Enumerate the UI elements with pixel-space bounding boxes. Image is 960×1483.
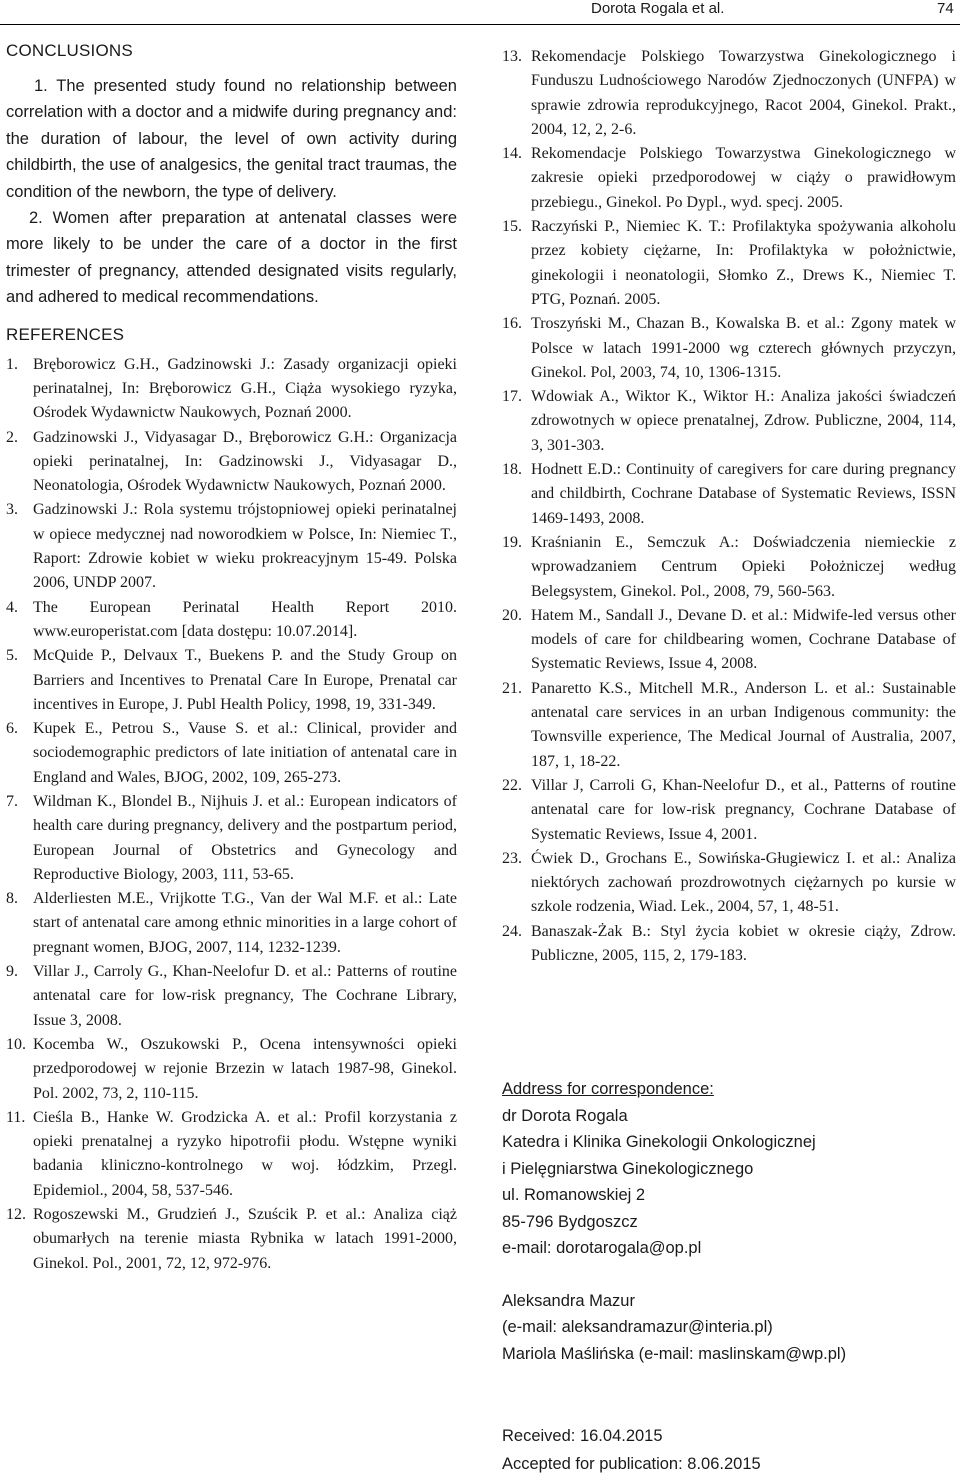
reference-item — [502, 215, 956, 312]
reference-list-right — [502, 45, 956, 968]
coauthor-2: Mariola Maślińska (e-mail: maslinskam@wp.pl) — [502, 1344, 847, 1363]
reference-item — [6, 887, 457, 960]
reference-text: Gadzinowski J.: Rola systemu trójstopniowej opieki perinatalnej w opiece medycznej nad noworodkiem w Polsce, In: Niemiec T., Raport: Zdrowie kobiet w wieku prokreacyjnym 15-49. Polska 2006, UNDP 2007. — [33, 501, 457, 592]
reference-number: 8. — [6, 890, 18, 908]
reference-item — [6, 717, 457, 790]
correspondence-city: 85-796 Bydgoszcz — [502, 1212, 638, 1231]
running-author: Dorota Rogala et al. — [591, 0, 725, 17]
reference-text: Villar J, Carroli G, Khan-Neelofur D., et al., Patterns of routine antenatal care for low-risk pregnancy, Cochrane Database of Systematic Reviews, Issue 4, 2001. — [531, 776, 956, 843]
reference-text: Kraśnianin E., Semczuk A.: Doświadczenia niemieckie z wprowadzaniem Centrum Opieki Położniczej według Belegsystem, Ginekol. Pol., 2008, 79, 560-563. — [531, 533, 956, 600]
reference-item — [502, 45, 956, 142]
conclusion-paragraph-1: 1. The presented study found no relationship between correlation with a doctor and a midwife during pregnancy and: the duration of labour, the level of own activity during childbirth, the use of analgesics, the genital tract traumas, the condition of the newborn, the type of delivery. — [6, 77, 457, 201]
reference-number: 14. — [502, 145, 522, 163]
references-heading: REFERENCES — [6, 324, 125, 344]
reference-text: Rekomendacje Polskiego Towarzystwa Ginekologicznego w zakresie opieki przedporodowej w ciąży o prawidłowym przebiegu., Ginekol. Po Dypl., wyd. specj. 2005. — [531, 145, 956, 211]
reference-item — [6, 498, 457, 595]
reference-number: 20. — [502, 606, 522, 624]
right-column — [502, 38, 956, 968]
reference-text: Kocemba W., Oszukowski P., Ocena intensywności opieki przedporodowej w rejonie Brzezin w latach 1987-98, Ginekol. Pol. 2002, 73, 2, 110-115. — [33, 1035, 457, 1102]
reference-text: Kupek E., Petrou S., Vause S. et al.: Clinical, provider and sociodemographic predictors of late initiation of antenatal care in England and Wales, BJOG, 2002, 109, 265-273. — [33, 720, 457, 786]
reference-text: Wdowiak A., Wiktor K., Wiktor H.: Analiza jakości świadczeń zdrowotnych w opiece prenatalnej, Zdrow. Publiczne, 2004, 114, 3, 301-303. — [531, 388, 956, 454]
correspondence-street: ul. Romanowskiej 2 — [502, 1186, 646, 1204]
reference-item — [6, 644, 457, 717]
reference-item — [502, 312, 956, 385]
reference-number: 6. — [6, 720, 18, 738]
reference-text: Wildman K., Blondel B., Nijhuis J. et al.: European indicators of health care during pregnancy, delivery and the postpartum period, European Journal of Obstetrics and Gynecology and Reproductive Biology, 2003, 111, 53-65. — [33, 793, 457, 883]
reference-item — [6, 790, 457, 887]
reference-item — [502, 531, 956, 604]
reference-number: 19. — [502, 533, 522, 551]
reference-text: Ćwiek D., Grochans E., Sowińska-Gługiewicz I. et al.: Analiza niektórych zachowań prozdrowotnych ciężarnych po kursie w szkole rodzenia, Wiad. Lek., 2004, 57, 1, 48-51. — [531, 849, 956, 916]
conclusions-heading: CONCLUSIONS — [6, 41, 133, 60]
reference-number: 21. — [502, 679, 522, 697]
left-column — [6, 34, 457, 1276]
reference-number: 2. — [6, 428, 18, 446]
reference-text: Alderliesten M.E., Vrijkotte T.G., Van der Wal M.F. et al.: Late start of antenatal care among ethnic minorities in a large cohort of pregnant women, BJOG, 2007, 114, 1232-1239. — [33, 890, 457, 956]
reference-list-left — [6, 353, 457, 1276]
reference-number: 23. — [502, 849, 522, 867]
reference-item — [502, 385, 956, 458]
reference-text: Rogoszewski M., Grudzień J., Szuścik P. et al.: Analiza ciąż obumarłych na terenie miasta Rybnika w latach 1991-2000, Ginekol. Pol., 2001, 72, 12, 972-976. — [33, 1206, 457, 1272]
correspondence-department-line-2: i Pielęgniarstwa Ginekologicznego — [502, 1159, 754, 1178]
reference-text: Hatem M., Sandall J., Devane D. et al.: Midwife-led versus other models of care for childbearing women, Cochrane Database of Systematic Reviews, Issue 4, 2008. — [531, 606, 956, 673]
reference-item — [6, 1033, 457, 1106]
reference-number: 4. — [6, 598, 18, 616]
reference-item — [6, 1203, 457, 1276]
correspondence-block — [502, 1076, 942, 1367]
reference-number: 13. — [502, 48, 522, 65]
spacer — [502, 1262, 942, 1288]
reference-item — [502, 142, 956, 215]
reference-item — [502, 920, 956, 969]
correspondence-label: Address for correspondence: — [502, 1080, 714, 1098]
reference-number: 3. — [6, 501, 18, 519]
coauthor-1-name: Aleksandra Mazur — [502, 1291, 635, 1310]
reference-number: 10. — [6, 1035, 26, 1053]
accepted-date: Accepted for publication: 8.06.2015 — [502, 1455, 761, 1473]
reference-item — [6, 1106, 457, 1203]
reference-item — [6, 596, 457, 645]
reference-text: Rekomendacje Polskiego Towarzystwa Ginekologicznego i Funduszu Ludnościowego Narodów Zjednoczonych (UNFPA) w sprawie zdrowia reprodukcyjnego, Racot 2004, Ginekol. Prakt., 2004, 12, 2, 2-6. — [531, 48, 956, 138]
reference-text: Panaretto K.S., Mitchell M.R., Anderson L. et al.: Sustainable antenatal care services in an urban Indigenous community: the Townsville experience, The Medical Journal of Australia, 2007, 187, 1, 18-22. — [531, 679, 956, 770]
correspondence-email: e-mail: dorotarogala@op.pl — [502, 1239, 702, 1257]
reference-number: 15. — [502, 218, 522, 236]
reference-item — [502, 847, 956, 920]
conclusion-paragraph-2: 2. Women after preparation at antenatal classes were more likely to be under the care of a doctor in the first trimester of pregnancy, attended designated visits regularly, and adhered to medical recommendations. — [6, 209, 457, 307]
reference-item — [502, 458, 956, 531]
reference-text: Cieśla B., Hanke W. Grodzicka A. et al.: Profil korzystania z opieki prenatalnej a ryzyko hipotrofii płodu. Wstępne wyniki badania kliniczno-kontrolnego w woj. łódzkim, Przegl. Epidemiol., 2004, 58, 537-546. — [33, 1108, 457, 1199]
correspondence-department-line-1: Katedra i Klinika Ginekologii Onkologicznej — [502, 1133, 816, 1151]
reference-text: Gadzinowski J., Vidyasagar D., Bręborowicz G.H.: Organizacja opieki perinatalnej, In: Gadzinowski J., Vidyasagar D., Neonatologia, Ośrodek Wydawnictw Naukowych, Poznań 2000. — [33, 428, 457, 495]
submission-dates — [502, 1422, 942, 1478]
reference-item — [502, 604, 956, 677]
page-number: 74 — [937, 0, 954, 17]
reference-number: 22. — [502, 776, 522, 794]
reference-item — [6, 960, 457, 1033]
header-rule — [0, 24, 960, 25]
correspondence-name: dr Dorota Rogala — [502, 1106, 628, 1125]
reference-number: 12. — [6, 1206, 26, 1224]
reference-item — [502, 774, 956, 847]
reference-text: Raczyński P., Niemiec K. T.: Profilaktyka spożywania alkoholu przez kobiety ciężarne, In: Profilaktyka w położnictwie, ginekologii i neonatologii, Słomko Z., Drews K., Niemiec T. PTG, Poznań. 2005. — [531, 218, 956, 308]
reference-text: Hodnett E.D.: Continuity of caregivers for care during pregnancy and childbirth, Cochrane Database of Systematic Reviews, ISSN 1469-1493, 2008. — [531, 461, 956, 527]
reference-number: 9. — [6, 963, 18, 981]
reference-text: Banaszak-Żak B.: Styl życia kobiet w okresie ciąży, Zdrow. Publiczne, 2005, 115, 2, 179-183. — [531, 922, 956, 964]
reference-number: 5. — [6, 647, 18, 665]
reference-item — [6, 426, 457, 499]
reference-number: 18. — [502, 461, 522, 479]
reference-item — [502, 677, 956, 774]
reference-text: Villar J., Carroly G., Khan-Neelofur D. et al.: Patterns of routine antenatal care for low-risk pregnancy, The Cochrane Library, Issue 3, 2008. — [33, 963, 457, 1029]
reference-text: The European Perinatal Health Report 2010. www.europeristat.com [data dostępu: 10.07.2014]. — [33, 598, 457, 640]
reference-item — [6, 353, 457, 426]
coauthor-1-email: (e-mail: aleksandramazur@interia.pl) — [502, 1318, 773, 1336]
reference-number: 24. — [502, 922, 522, 940]
reference-number: 1. — [6, 355, 18, 373]
reference-text: Troszyński M., Chazan B., Kowalska B. et al.: Zgony matek w Polsce w latach 1991-2000 wg czterech głównych przyczyn, Ginekol. Pol, 2003, 74, 10, 1306-1315. — [531, 315, 956, 381]
reference-number: 7. — [6, 793, 18, 810]
reference-text: Bręborowicz G.H., Gadzinowski J.: Zasady organizacji opieki perinatalnej, In: Bręborowicz G.H., Ciąża wysokiego ryzyka, Ośrodek Wydawnictw Naukowych, Poznań 2000. — [33, 355, 457, 422]
running-header — [0, 0, 960, 24]
reference-text: McQuide P., Delvaux T., Buekens P. and the Study Group on Barriers and Incentives to Prenatal Care In Europe, Prenatal car incentives in Europe, J. Publ Health Policy, 1998, 19, 331-349. — [33, 647, 457, 713]
reference-number: 17. — [502, 388, 522, 406]
reference-number: 11. — [6, 1108, 26, 1126]
reference-number: 16. — [502, 315, 522, 333]
received-date: Received: 16.04.2015 — [502, 1427, 663, 1445]
